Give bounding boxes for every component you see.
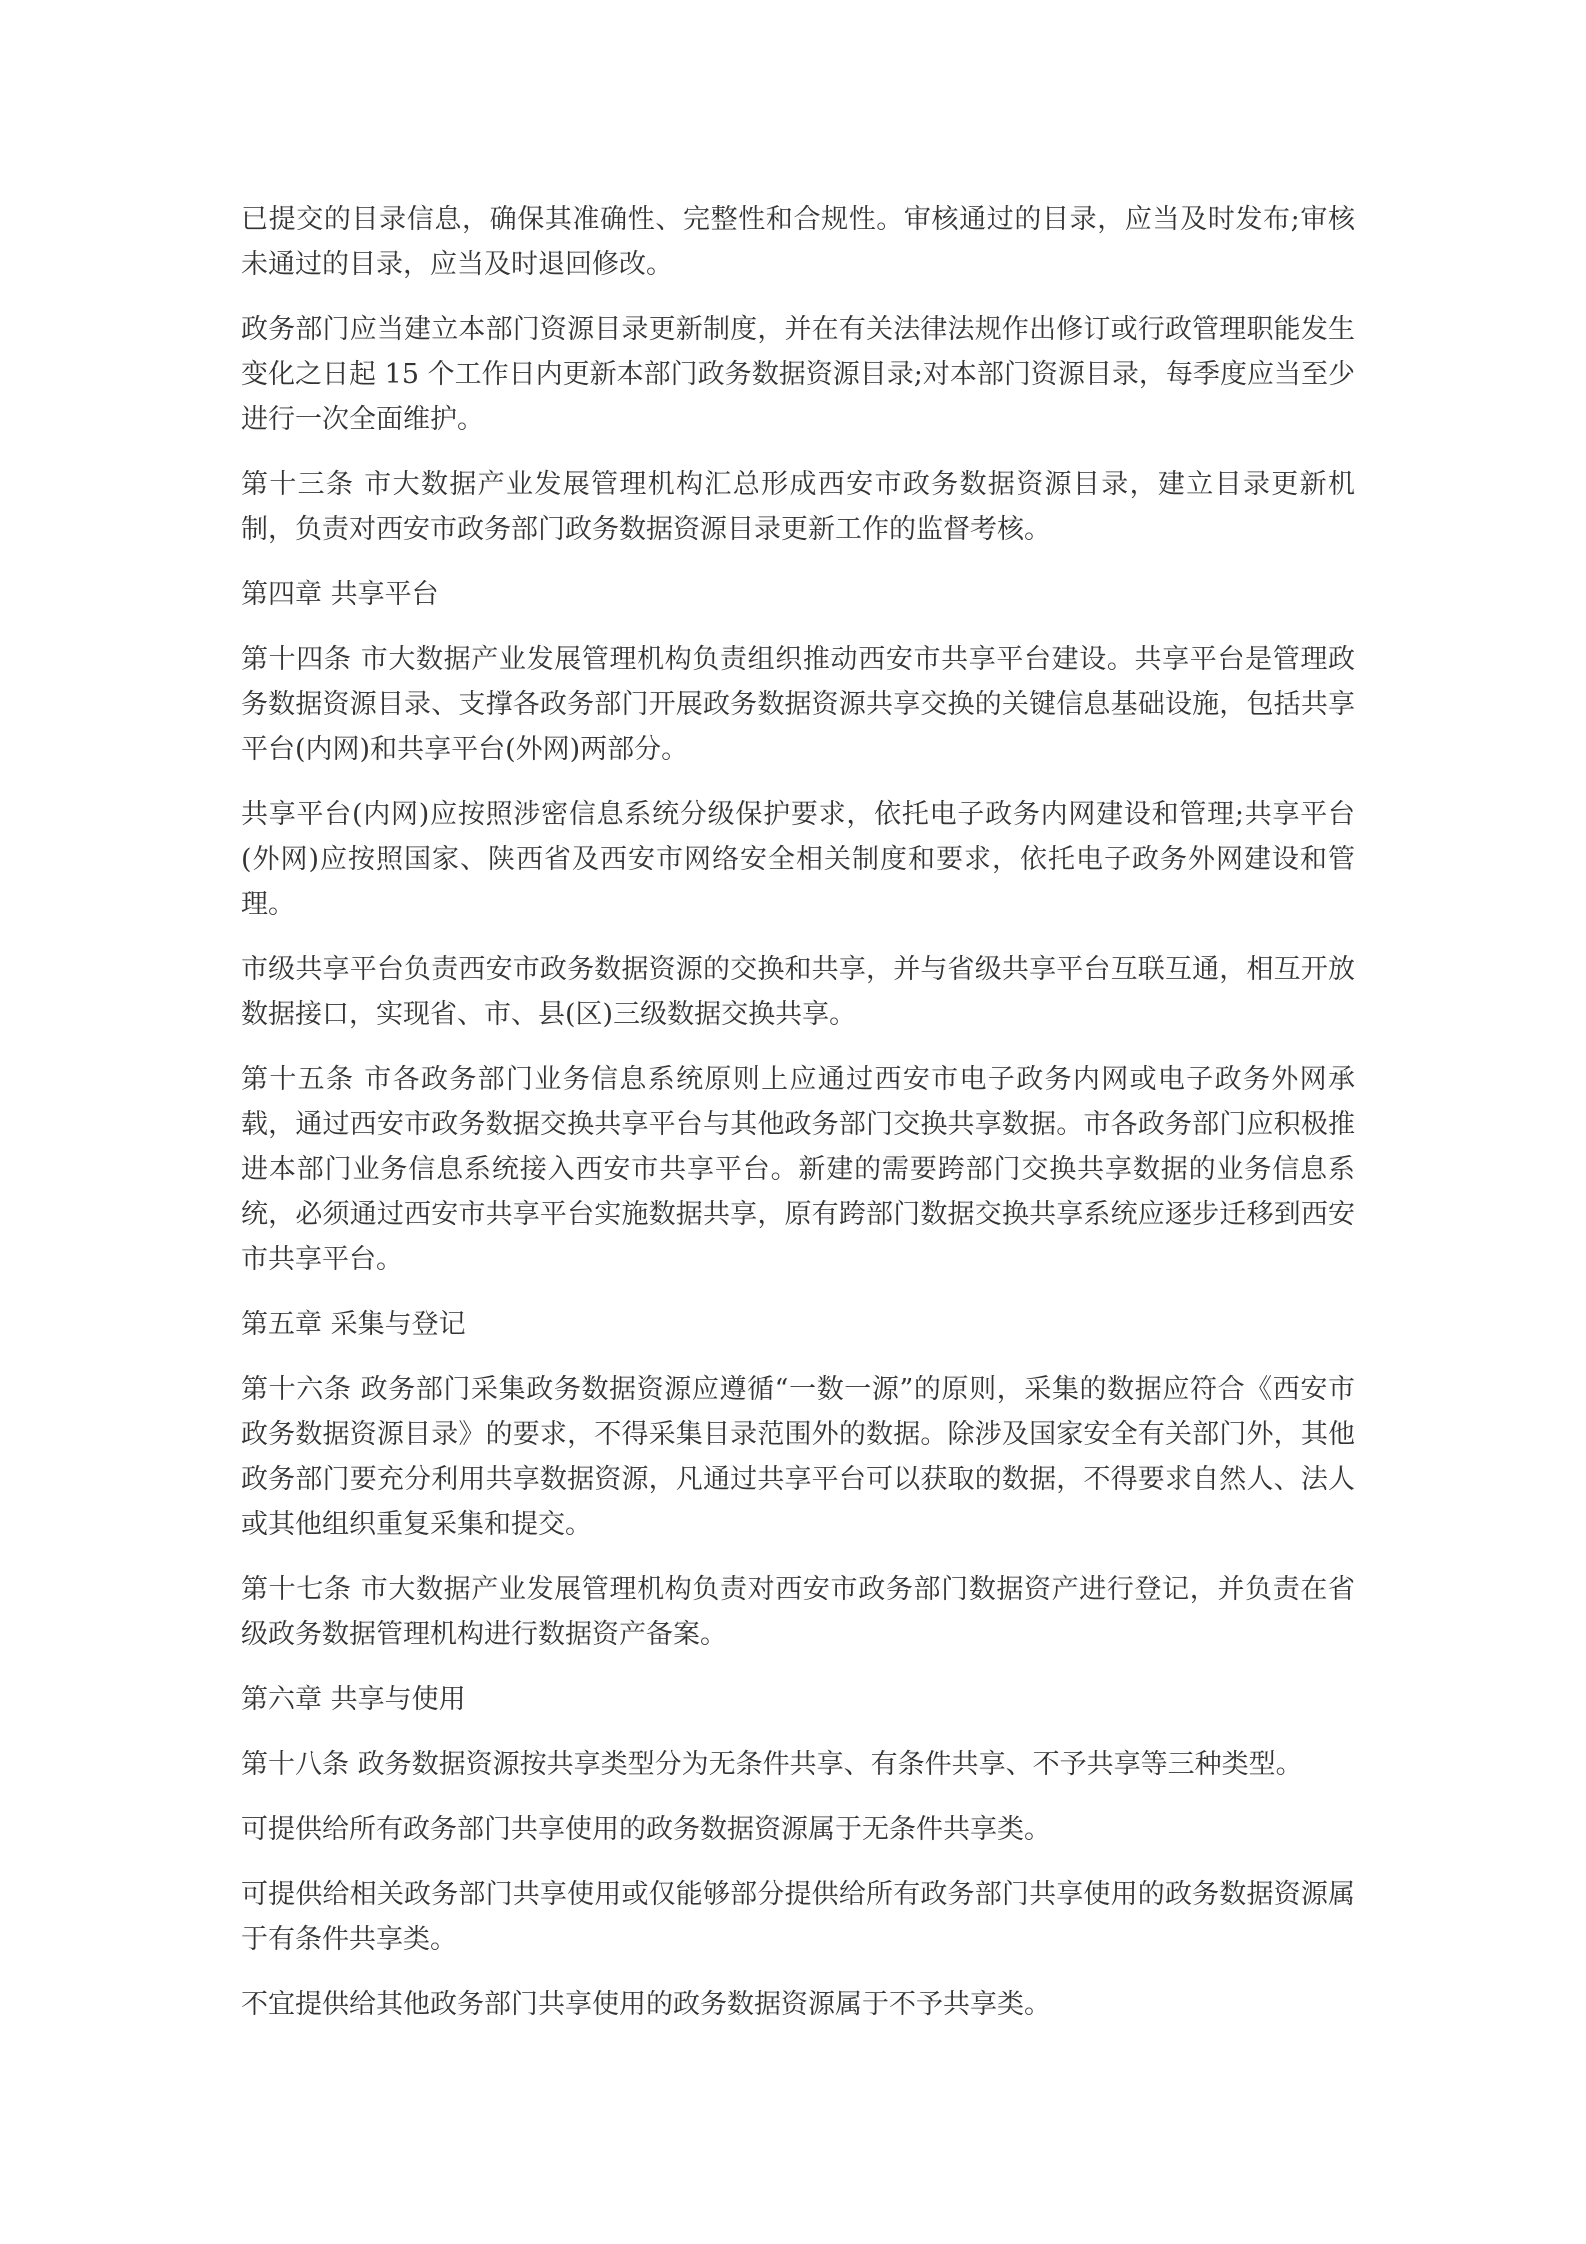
- article-13: 第十三条 市大数据产业发展管理机构汇总形成西安市政务数据资源目录，建立目录更新机制，负责对西安市政务部门政务数据资源目录更新工作的监督考核。: [241, 469, 1355, 545]
- document-body: [241, 197, 1355, 2047]
- chapter-heading: 第五章 采集与登记: [241, 1309, 466, 1340]
- paragraph: 已提交的目录信息，确保其准确性、完整性和合规性。审核通过的目录，应当及时发布;审核未通过的目录，应当及时退回修改。: [241, 204, 1355, 280]
- article-14: 第十四条 市大数据产业发展管理机构负责组织推动西安市共享平台建设。共享平台是管理政务数据资源目录、支撑各政务部门开展政务数据资源共享交换的关键信息基础设施，包括共享平台(内网)和共享平台(外网)两部分。: [241, 644, 1355, 765]
- paragraph: 市级共享平台负责西安市政务数据资源的交换和共享，并与省级共享平台互联互通，相互开放数据接口，实现省、市、县(区)三级数据交换共享。: [241, 954, 1355, 1030]
- chapter-heading: 第四章 共享平台: [241, 579, 439, 610]
- paragraph: 共享平台(内网)应按照涉密信息系统分级保护要求，依托电子政务内网建设和管理;共享平台(外网)应按照国家、陕西省及西安市网络安全相关制度和要求，依托电子政务外网建设和管理。: [241, 799, 1355, 920]
- article-17: 第十七条 市大数据产业发展管理机构负责对西安市政务部门数据资产进行登记，并负责在省级政务数据管理机构进行数据资产备案。: [241, 1574, 1355, 1650]
- article-18: 第十八条 政务数据资源按共享类型分为无条件共享、有条件共享、不予共享等三种类型。: [241, 1749, 1303, 1780]
- article-16: 第十六条 政务部门采集政务数据资源应遵循“一数一源”的原则，采集的数据应符合《西安市政务数据资源目录》的要求，不得采集目录范围外的数据。除涉及国家安全有关部门外，其他政务部门要充分利用共享数据资源，凡通过共享平台可以获取的数据，不得要求自然人、法人或其他组织重复采集和提交。: [241, 1374, 1355, 1540]
- article-15: 第十五条 市各政务部门业务信息系统原则上应通过西安市电子政务内网或电子政务外网承载，通过西安市政务数据交换共享平台与其他政务部门交换共享数据。市各政务部门应积极推进本部门业务信息系统接入西安市共享平台。新建的需要跨部门交换共享数据的业务信息系统，必须通过西安市共享平台实施数据共享，原有跨部门数据交换共享系统应逐步迁移到西安市共享平台。: [241, 1064, 1355, 1275]
- paragraph: 政务部门应当建立本部门资源目录更新制度，并在有关法律法规作出修订或行政管理职能发生变化之日起 15 个工作日内更新本部门政务数据资源目录;对本部门资源目录，每季度应当至少进行一次全面维护。: [241, 314, 1355, 435]
- chapter-heading: 第六章 共享与使用: [241, 1684, 466, 1715]
- paragraph: 不宜提供给其他政务部门共享使用的政务数据资源属于不予共享类。: [241, 1989, 1051, 2020]
- paragraph: 可提供给相关政务部门共享使用或仅能够部分提供给所有政务部门共享使用的政务数据资源属于有条件共享类。: [241, 1879, 1355, 1955]
- paragraph: 可提供给所有政务部门共享使用的政务数据资源属于无条件共享类。: [241, 1814, 1051, 1845]
